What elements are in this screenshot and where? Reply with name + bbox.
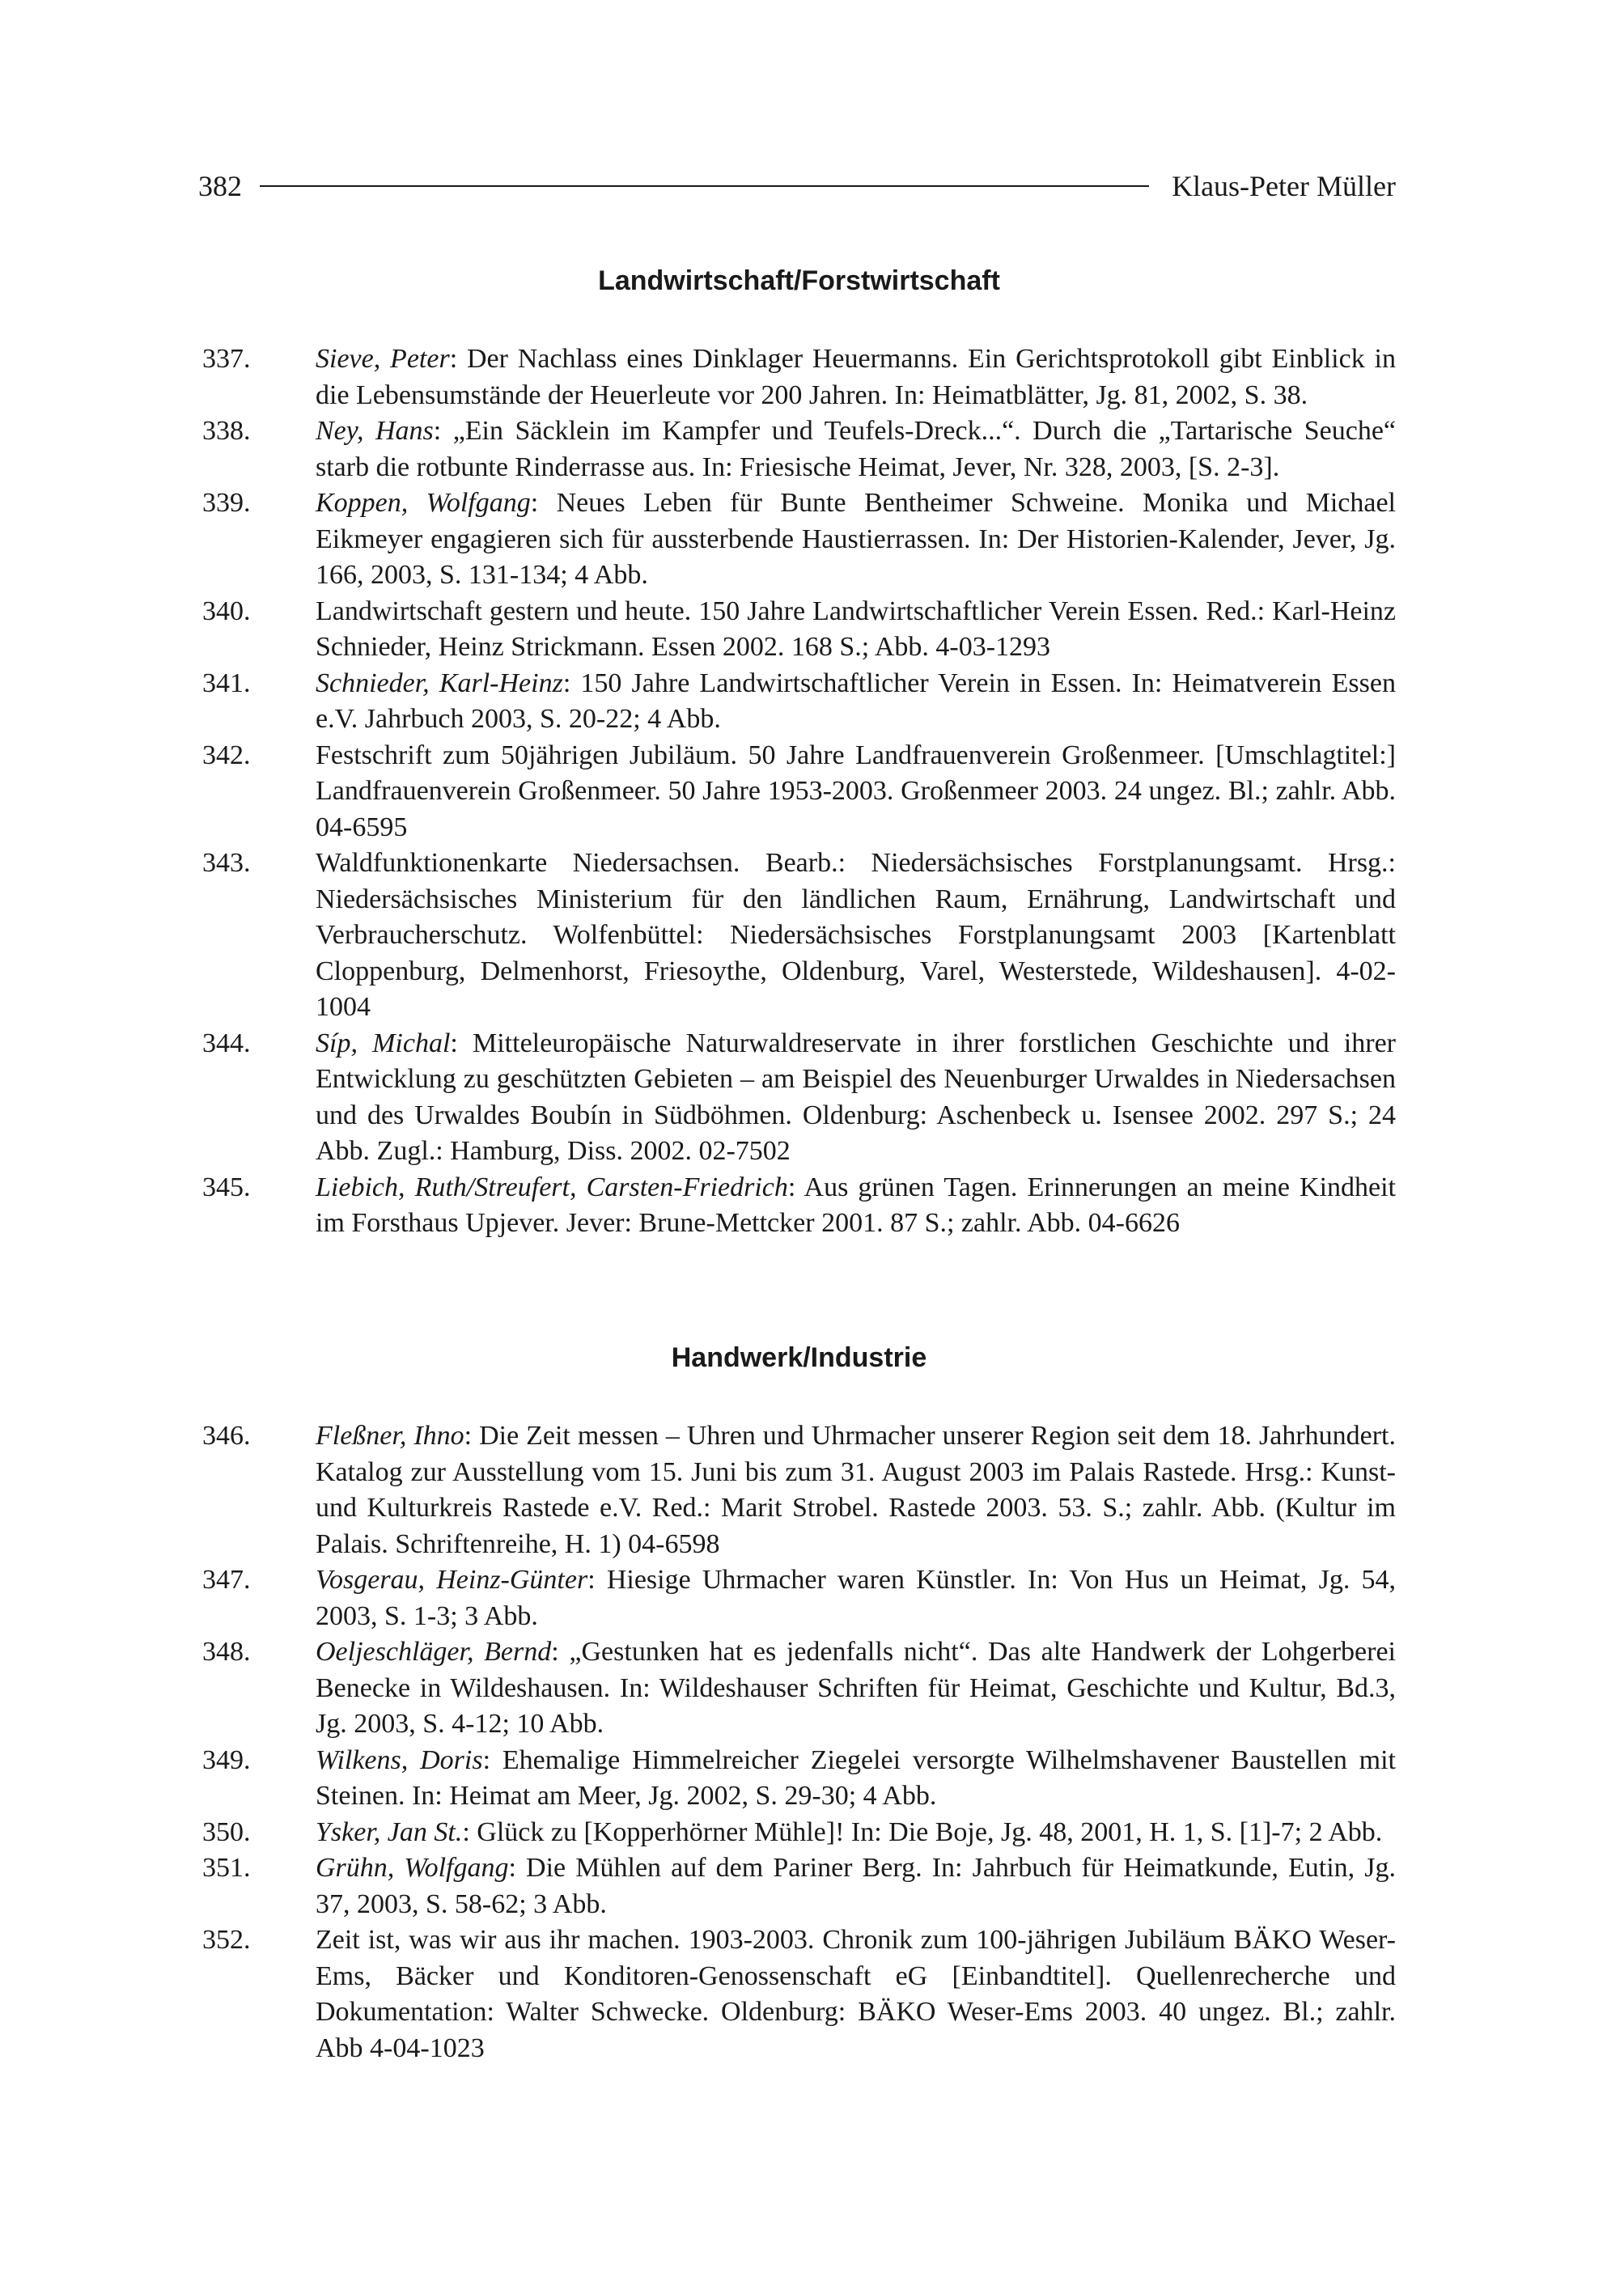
entry-346 — [202, 1418, 1396, 1562]
entry-author: Vosgerau, Heinz-Günter — [316, 1565, 588, 1595]
entry-list — [202, 1418, 1396, 2066]
entry-author: Koppen, Wolfgang — [316, 488, 531, 518]
page-number: 382 — [198, 170, 242, 202]
entry-body — [316, 1418, 1396, 1562]
entry-345 — [202, 1170, 1396, 1242]
entry-body — [316, 485, 1396, 594]
entry-number: 337. — [202, 344, 251, 374]
entry-body — [316, 846, 1396, 1026]
entry-body — [316, 1170, 1396, 1242]
entry-body — [316, 1562, 1396, 1634]
entry-author: Ney, Hans — [316, 416, 434, 446]
entry-number: 346. — [202, 1421, 251, 1451]
entry-text: : 150 Jahre Landwirtschaftlicher Verein in Essen. In: Heimatverein Essen e.V. Jahrbuch 2003, S. 20-22; 4 Abb. — [316, 668, 1396, 734]
entry-author: Liebich, Ruth/Streufert, Carsten-Friedrich — [316, 1172, 788, 1202]
entry-text: : Glück zu [Kopperhörner Mühle]! In: Die Boje, Jg. 48, 2001, H. 1, S. [1]-7; 2 Abb. — [462, 1816, 1383, 1847]
entry-348 — [202, 1634, 1396, 1743]
entry-author: Ysker, Jan St. — [316, 1816, 463, 1847]
entry-body — [316, 738, 1396, 846]
entry-343 — [202, 846, 1396, 1026]
entry-body — [316, 1743, 1396, 1815]
entry-author: Schnieder, Karl-Heinz — [316, 668, 563, 698]
entry-number: 350. — [202, 1816, 251, 1847]
entry-number: 338. — [202, 416, 251, 446]
entry-number: 341. — [202, 668, 251, 698]
entry-body — [316, 341, 1396, 413]
entry-351 — [202, 1850, 1396, 1922]
section-title: Handwerk/Industrie — [671, 1342, 927, 1373]
entry-body — [316, 1634, 1396, 1743]
entry-text: : Die Mühlen auf dem Pariner Berg. In: Jahrbuch für Heimatkunde, Eutin, Jg. 37, 2003, S. 58-62; 3 Abb. — [316, 1853, 1396, 1919]
entry-body — [316, 666, 1396, 738]
entry-list — [202, 341, 1396, 1242]
entry-number: 343. — [202, 848, 251, 878]
entry-text: Landwirtschaft gestern und heute. 150 Jahre Landwirtschaftlicher Verein Essen. Red.: Karl-Heinz Schnieder, Heinz Strickmann. Essen 2002. 168 S.; Abb. 4-03-1293 — [316, 596, 1396, 662]
entry-339 — [202, 485, 1396, 594]
entry-body — [316, 594, 1396, 666]
entry-text: : „Ein Säcklein im Kampfer und Teufels-Dreck...“. Durch die „Tartarische Seuche“ starb die rotbunte Rinderrasse aus. In: Friesische Heimat, Jever, Nr. 328, 2003, [S. 2-3]. — [316, 416, 1396, 482]
entry-text: Zeit ist, was wir aus ihr machen. 1903-2003. Chronik zum 100-jährigen Jubiläum BÄKO Weser-Ems, Bäcker und Konditoren-Genossenschaft eG [Einbandtitel]. Quellenrecherche und Dokumentation: Walter Schwecke. Oldenburg: BÄKO Weser-Ems 2003. 40 ungez. Bl.; zahlr. Abb 4-04-1023 — [316, 1925, 1396, 2063]
entry-author: Grühn, Wolfgang — [316, 1853, 509, 1883]
header-rule — [260, 185, 1149, 187]
entry-342 — [202, 738, 1396, 846]
entry-author: Wilkens, Doris — [316, 1744, 483, 1775]
entry-author: Síp, Michal — [316, 1028, 451, 1058]
entry-340 — [202, 594, 1396, 666]
running-head: Klaus-Peter Müller — [1172, 170, 1396, 202]
entry-body — [316, 1850, 1396, 1922]
entry-text: Waldfunktionenkarte Niedersachsen. Bearb.: Niedersächsisches Forstplanungsamt. Hrsg.: Niedersächsisches Ministerium für den ländlichen Raum, Ernährung, Landwirtschaft und Verbraucherschutz. Wolfenbüttel: Niedersächsisches Forstplanungsamt 2003 [Kartenblatt Cloppenburg, Delmenhorst, Friesoythe, Oldenburg, Varel, Westerstede, Wildeshausen]. 4-02-1004 — [316, 848, 1396, 1022]
entry-344 — [202, 1026, 1396, 1170]
entry-number: 342. — [202, 740, 251, 770]
entry-text: : Aus grünen Tagen. Erinnerungen an meine Kindheit im Forsthaus Upjever. Jever: Brune-Mettcker 2001. 87 S.; zahlr. Abb. 04-6626 — [316, 1172, 1396, 1238]
entry-338 — [202, 413, 1396, 485]
entry-350 — [202, 1815, 1396, 1851]
section-title: Landwirtschaft/Forstwirtschaft — [598, 265, 1000, 296]
entry-text: : Mitteleuropäische Naturwaldreservate in ihrer forstlichen Geschichte und ihrer Entwicklung zu geschützten Gebieten – am Beispiel des Neuenburger Urwaldes in Niedersachsen und des Urwaldes Boubín in Südböhmen. Oldenburg: Aschenbeck u. Isensee 2002. 297 S.; 24 Abb. Zugl.: Hamburg, Diss. 2002. 02-7502 — [316, 1028, 1396, 1166]
entry-text: : Der Nachlass eines Dinklager Heuermanns. Ein Gerichtsprotokoll gibt Einblick in die Lebensumstände der Heuerleute vor 200 Jahren. In: Heimatblätter, Jg. 81, 2002, S. 38. — [316, 344, 1396, 410]
entry-body — [316, 1026, 1396, 1170]
entry-number: 349. — [202, 1744, 251, 1775]
entry-number: 340. — [202, 596, 251, 626]
entry-body — [316, 1922, 1396, 2066]
entry-349 — [202, 1743, 1396, 1815]
entry-337 — [202, 341, 1396, 413]
entry-number: 351. — [202, 1853, 251, 1883]
entry-text: : Hiesige Uhrmacher waren Künstler. In: Von Hus un Heimat, Jg. 54, 2003, S. 1-3; 3 Abb. — [316, 1565, 1396, 1631]
entry-number: 352. — [202, 1925, 251, 1955]
entry-author: Oeljeschläger, Bernd — [316, 1637, 552, 1667]
entry-text: : Neues Leben für Bunte Bentheimer Schweine. Monika und Michael Eikmeyer engagieren sich für aussterbende Haustierrassen. In: Der Historien-Kalender, Jever, Jg. 166, 2003, S. 131-134; 4 Abb. — [316, 488, 1396, 590]
entry-number: 347. — [202, 1565, 251, 1595]
entry-number: 345. — [202, 1172, 251, 1202]
entry-347 — [202, 1562, 1396, 1634]
entry-number: 339. — [202, 488, 251, 518]
page-header — [198, 166, 1396, 206]
entry-text: Festschrift zum 50jährigen Jubiläum. 50 Jahre Landfrauenverein Großenmeer. [Umschlagtitel:] Landfrauenverein Großenmeer. 50 Jahre 1953-2003. Großenmeer 2003. 24 ungez. Bl.; zahlr. Abb. 04-6595 — [316, 740, 1396, 842]
entry-number: 348. — [202, 1637, 251, 1667]
entry-text: : Ehemalige Himmelreicher Ziegelei versorgte Wilhelmshavener Baustellen mit Steinen. In: Heimat am Meer, Jg. 2002, S. 29-30; 4 Abb. — [316, 1744, 1396, 1811]
entry-341 — [202, 666, 1396, 738]
entry-body — [316, 1815, 1396, 1851]
entry-author: Sieve, Peter — [316, 344, 450, 374]
entry-text: : Die Zeit messen – Uhren und Uhrmacher unserer Region seit dem 18. Jahrhundert. Katalog zur Ausstellung vom 15. Juni bis zum 31. August 2003 im Palais Rastede. Hrsg.: Kunst- und Kulturkreis Rastede e.V. Red.: Marit Strobel. Rastede 2003. 53. S.; zahlr. Abb. (Kultur im Palais. Schriftenreihe, H. 1) 04-6598 — [316, 1421, 1396, 1559]
entry-number: 344. — [202, 1028, 251, 1058]
section-landwirtschaft — [202, 261, 1396, 1242]
entry-author: Fleßner, Ihno — [316, 1421, 464, 1451]
entry-text: : „Gestunken hat es jedenfalls nicht“. Das alte Handwerk der Lohgerberei Benecke in Wildeshausen. In: Wildeshauser Schriften für Heimat, Geschichte und Kultur, Bd.3, Jg. 2003, S. 4-12; 10 Abb. — [316, 1637, 1396, 1739]
entry-352 — [202, 1922, 1396, 2066]
entry-body — [316, 413, 1396, 485]
section-handwerk — [202, 1337, 1396, 2066]
